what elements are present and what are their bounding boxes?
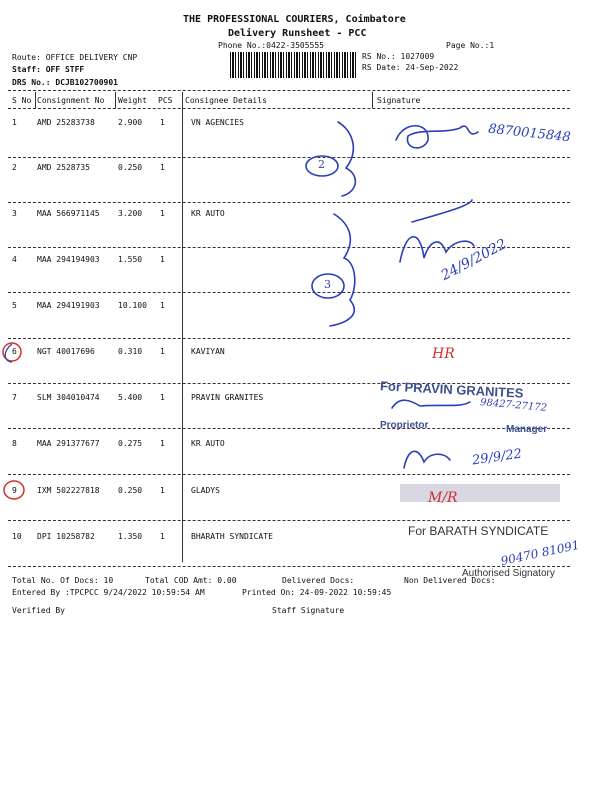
handwritten-mark-3: 3 <box>324 278 331 291</box>
cell-consignment: AMD 25283738 <box>37 118 95 127</box>
cell-consignment: IXM 502227818 <box>37 486 100 495</box>
redaction-smudge <box>400 484 560 502</box>
cell-consignee: KR AUTO <box>191 209 225 218</box>
cell-weight: 2.900 <box>118 118 143 127</box>
handwritten-phone-2: 98427-27172 <box>479 397 548 414</box>
cell-consignee: GLADYS <box>191 486 220 495</box>
rs-number: RS No.: 1027009 <box>362 52 435 61</box>
cell-consignment: MAA 294191903 <box>37 301 100 310</box>
cell-weight: 0.250 <box>118 486 143 495</box>
cell-sno: 1 <box>12 118 17 127</box>
cell-weight: 1.550 <box>118 255 143 264</box>
cell-pcs: 1 <box>160 163 165 172</box>
cell-pcs: 1 <box>160 439 165 448</box>
cell-weight: 5.400 <box>118 393 143 402</box>
cell-consignment: NGT 40017696 <box>37 347 95 356</box>
cell-consignment: DPI 10258782 <box>37 532 95 541</box>
staff-label: Staff: OFF STFF <box>12 65 85 74</box>
cell-consignee: BHARATH SYNDICATE <box>191 532 273 541</box>
cell-consignee: PRAVIN GRANITES <box>191 393 264 402</box>
handwritten-date-2: 29/9/22 <box>471 446 523 469</box>
handwritten-mr: M/R <box>428 490 458 506</box>
cell-sno: 8 <box>12 439 17 448</box>
non-delivered-docs: Non Delivered Docs: <box>404 576 496 585</box>
cell-weight: 1.350 <box>118 532 143 541</box>
runsheet-title: Delivery Runsheet - PCC <box>228 28 367 39</box>
cell-consignee: VN AGENCIES <box>191 118 244 127</box>
page-number: Page No.:1 <box>446 41 495 50</box>
red-circle-mark <box>4 481 24 499</box>
cell-sno: 6 <box>12 347 17 356</box>
stamp-proprietor: Proprietor <box>380 420 429 431</box>
cell-sno: 2 <box>12 163 17 172</box>
cell-sno: 5 <box>12 301 17 310</box>
cell-sno: 7 <box>12 393 17 402</box>
stamp-manager: Manager <box>506 424 548 435</box>
entered-by: Entered By :TPCPCC 9/24/2022 10:59:54 AM <box>12 588 205 597</box>
route-label: Route: OFFICE DELIVERY CNP <box>12 53 138 62</box>
cell-consignment: AMD 2528735 <box>37 163 90 172</box>
cell-pcs: 1 <box>160 209 165 218</box>
cell-pcs: 1 <box>160 301 165 310</box>
total-cod: Total COD Amt: 0.00 <box>145 576 237 585</box>
bharath-syndicate-stamp: For BARATH SYNDICATE <box>408 524 549 538</box>
signature-stroke <box>404 451 450 468</box>
drs-number: DRS No.: DCJB102700901 <box>12 78 118 87</box>
col-weight: Weight <box>118 96 147 105</box>
handwritten-hr: HR <box>432 346 455 362</box>
staff-signature: Staff Signature <box>272 606 345 615</box>
cell-consignee: KAVIYAN <box>191 347 225 356</box>
cell-consignment: MAA 294194903 <box>37 255 100 264</box>
authorised-signatory: Authorised Signatory <box>462 568 555 579</box>
cell-weight: 10.100 <box>118 301 147 310</box>
cell-consignment: MAA 566971145 <box>37 209 100 218</box>
cell-weight: 3.200 <box>118 209 143 218</box>
handwritten-number: 90470 81091 <box>499 537 581 569</box>
col-signature: Signature <box>377 96 421 105</box>
cell-pcs: 1 <box>160 393 165 402</box>
bracket-stroke <box>338 122 355 196</box>
signature-stroke <box>392 400 470 408</box>
signature-stroke <box>396 126 478 148</box>
handwritten-phone: 8870015848 <box>487 121 572 146</box>
cell-sno: 10 <box>12 532 22 541</box>
pen-circle-mark <box>5 344 12 362</box>
cell-weight: 0.310 <box>118 347 143 356</box>
cell-sno: 3 <box>12 209 17 218</box>
pravin-granites-stamp: For PRAVIN GRANITES <box>379 378 524 401</box>
col-sno: S No <box>12 96 32 105</box>
handwritten-mark-2: 2 <box>318 158 325 171</box>
phone-number: Phone No.:0422-3505555 <box>218 41 324 50</box>
cell-pcs: 1 <box>160 255 165 264</box>
cell-pcs: 1 <box>160 486 165 495</box>
cell-weight: 0.250 <box>118 163 143 172</box>
cell-sno: 9 <box>12 486 17 495</box>
col-consignee: Consignee Details <box>185 96 267 105</box>
cell-consignment: SLM 304010474 <box>37 393 100 402</box>
cell-pcs: 1 <box>160 347 165 356</box>
col-consignment: Consignment No <box>37 96 105 105</box>
rs-date: RS Date: 24-Sep-2022 <box>362 63 459 72</box>
printed-on: Printed On: 24-09-2022 10:59:45 <box>242 588 392 597</box>
cell-pcs: 1 <box>160 118 165 127</box>
delivered-docs: Delivered Docs: <box>282 576 355 585</box>
handwritten-date: 24/9/2022 <box>438 236 510 284</box>
company-name: THE PROFESSIONAL COURIERS, Coimbatore <box>183 14 406 25</box>
col-pcs: PCS <box>158 96 173 105</box>
signature-stroke <box>412 200 472 222</box>
cell-consignment: MAA 291377677 <box>37 439 100 448</box>
total-docs: Total No. Of Docs: 10 <box>12 576 114 585</box>
cell-sno: 4 <box>12 255 17 264</box>
cell-pcs: 1 <box>160 532 165 541</box>
cell-consignee: KR AUTO <box>191 439 225 448</box>
verified-by: Verified By <box>12 606 65 615</box>
cell-weight: 0.275 <box>118 439 143 448</box>
bracket-stroke <box>330 214 355 326</box>
